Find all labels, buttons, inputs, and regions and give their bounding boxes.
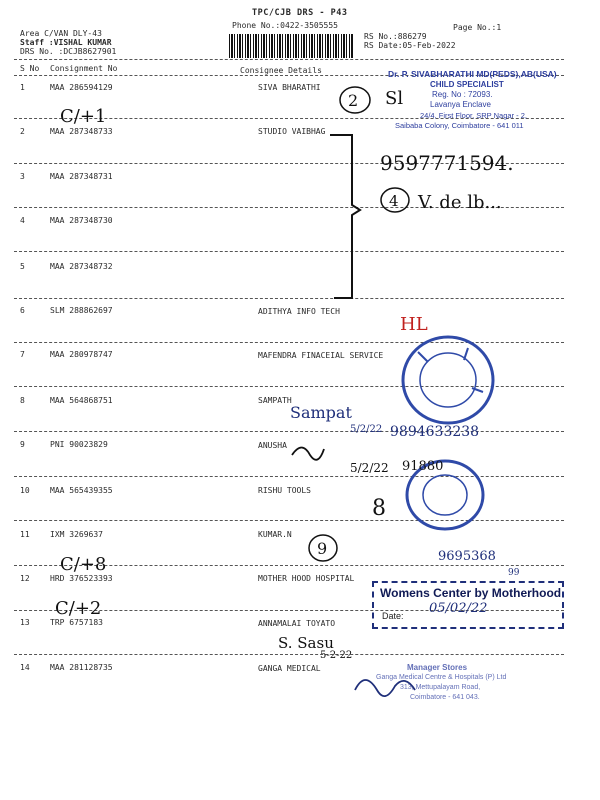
row-consignment: HRD 376523393: [50, 574, 113, 583]
col-consignee: Consignee Details: [240, 66, 322, 75]
row-sno: 5: [20, 262, 25, 271]
rs-date: RS Date:05-Feb-2022: [364, 41, 456, 50]
hw-r13-sig: S. Sasu: [278, 634, 334, 652]
womens-center-date-label: Date:: [382, 611, 404, 621]
hw-r2-phone: 9597771594.: [380, 151, 514, 175]
row-consignment: TRP 6757183: [50, 618, 103, 627]
row-consignee: RISHU TOOLS: [258, 486, 311, 495]
womens-center-date: 05/02/22: [429, 601, 488, 616]
hw-r8-date: 5/2/22: [350, 424, 383, 435]
row-sno: 4: [20, 216, 25, 225]
row-consignee: ANUSHA: [258, 441, 287, 450]
row-consignment: SLM 288862697: [50, 306, 113, 315]
hw-r1-sig: Sl: [385, 88, 404, 109]
ganga-line2: Ganga Medical Centre & Hospitals (P) Ltd: [376, 674, 507, 681]
row-consignment: MAA 564868751: [50, 396, 113, 405]
hw-r2-brace-num: 4: [389, 192, 399, 210]
row-consignment: MAA 287348731: [50, 172, 113, 181]
doctor-stamp-line1: Dr. P. SIVABHARATHI MD(PEDS),AB(USA): [388, 69, 557, 79]
col-consignment: Consignment No: [50, 64, 118, 73]
womens-center-name: Womens Center by Motherhood: [380, 586, 562, 600]
row-consignee: MOTHER HOOD HOSPITAL: [258, 574, 355, 583]
hw-r8-sig: Sampat: [290, 403, 352, 422]
row-sno: 13: [20, 618, 30, 627]
doctor-stamp-line4: Lavanya Enclave: [430, 100, 491, 109]
area-code: Area C/VAN DLY-43: [20, 29, 102, 38]
doctor-stamp-line3: Reg. No : 72093.: [432, 90, 493, 99]
doctor-stamp-line2: CHILD SPECIALIST: [430, 80, 504, 89]
row-sno: 10: [20, 486, 30, 495]
row-consignee: MAFENDRA FINACEIAL SERVICE: [258, 351, 384, 360]
row-consignee: SAMPATH: [258, 396, 292, 405]
row-consignee: SIVA BHARATHI: [258, 83, 321, 92]
ganga-line3: 313, Mettupalayam Road,: [400, 684, 481, 691]
hw-r11-extra: 99: [508, 568, 520, 578]
row-sno: 2: [20, 127, 25, 136]
drs-title: TPC/CJB DRS - P43: [252, 8, 348, 18]
phone-number: Phone No.:0422-3505555: [232, 21, 338, 30]
row-consignment: MAA 281128735: [50, 663, 113, 672]
doctor-stamp-line5: 24/4, First Floor, SRP Nagar - 2,: [420, 111, 527, 120]
row-consignee: STUDIO VAIBHAG: [258, 127, 326, 136]
ganga-line4: Coimbatore - 641 043.: [410, 694, 480, 701]
row-consignee: KUMAR.N: [258, 530, 292, 539]
row-sno: 8: [20, 396, 25, 405]
hw-r10-mark: 8: [372, 496, 386, 521]
hw-c8: C/+8: [60, 554, 107, 575]
row-consignment: MAA 565439355: [50, 486, 113, 495]
row-consignment: PNI 90023829: [50, 440, 108, 449]
col-sno: S No: [20, 64, 40, 73]
row-sno: 6: [20, 306, 25, 315]
row-sno: 14: [20, 663, 30, 672]
ganga-line1: Manager Stores: [407, 663, 468, 672]
hw-r11-phone: 9695368: [438, 549, 496, 564]
staff-name: Staff :VISHAL KUMAR: [20, 38, 112, 47]
hw-r9-date: 5/2/22: [350, 461, 389, 475]
drs-number: DRS No. :DCJB8627901: [20, 47, 117, 56]
row-consignment: MAA 287348730: [50, 216, 113, 225]
page-number: Page No.:1: [453, 23, 502, 32]
hw-r8-phone: 9894633238: [390, 424, 480, 440]
row-consignment: IXM 3269637: [50, 530, 103, 539]
hw-r2-sig: V. de lb...: [418, 192, 502, 213]
row-consignee: ADITHYA INFO TECH: [258, 307, 340, 316]
hw-r11-num: 9: [317, 539, 328, 558]
row-consignee: GANGA MEDICAL: [258, 664, 321, 673]
hw-c2: C/+2: [55, 598, 102, 619]
row-consignment: MAA 287348733: [50, 127, 113, 136]
hw-r13-date: 5-2-22: [320, 650, 353, 661]
hw-r9-phone: 91880: [402, 459, 444, 474]
row-sno: 11: [20, 530, 30, 539]
row-sno: 1: [20, 83, 25, 92]
row-sno: 12: [20, 574, 30, 583]
doctor-stamp-line6: Saibaba Colony, Coimbatore - 641 011: [395, 121, 524, 130]
row-consignment: MAA 287348732: [50, 262, 113, 271]
row-sno: 7: [20, 350, 25, 359]
row-sno: 9: [20, 440, 25, 449]
hw-r6-mark: HL: [400, 314, 428, 335]
row-consignment: MAA 280978747: [50, 350, 113, 359]
hw-r1-num: 2: [348, 91, 359, 110]
hw-c1: C/+1: [60, 106, 107, 127]
rs-number: RS No.:886279: [364, 32, 427, 41]
row-consignment: MAA 286594129: [50, 83, 113, 92]
row-consignee: ANNAMALAI TOYATO: [258, 619, 336, 628]
row-sno: 3: [20, 172, 25, 181]
